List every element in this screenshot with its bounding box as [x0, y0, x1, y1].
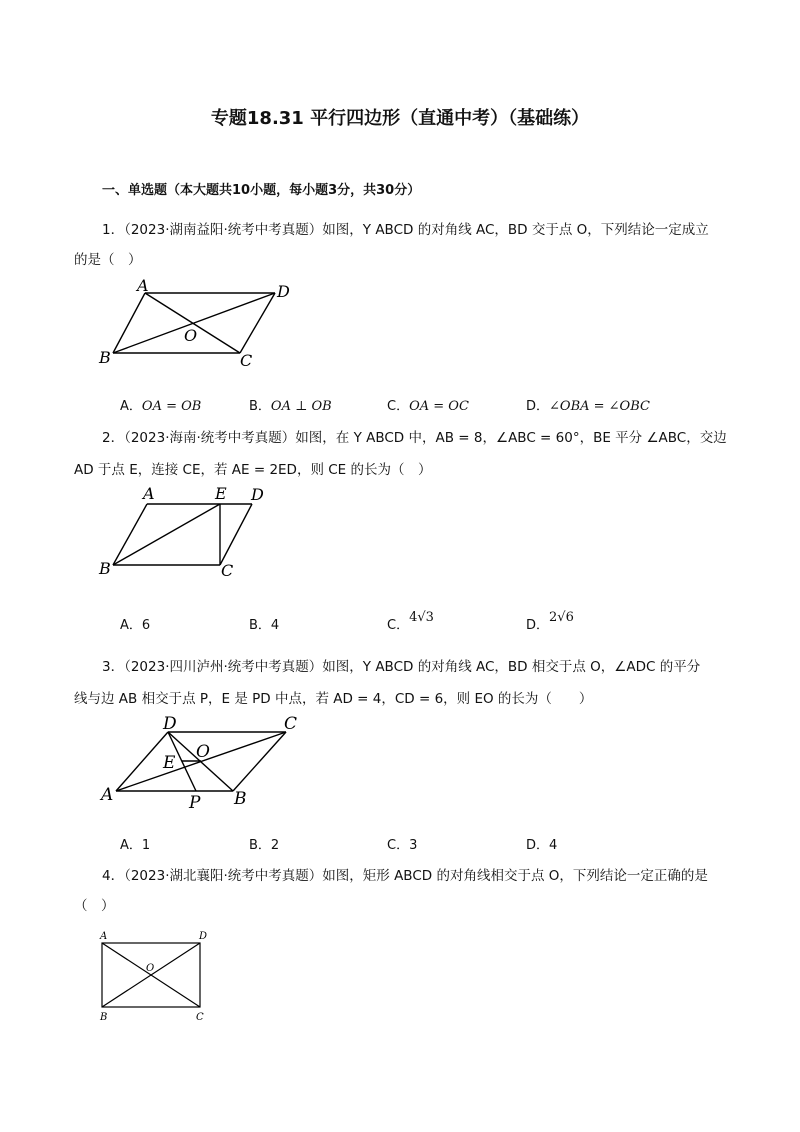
question-4-line-2: （ ）	[74, 898, 115, 914]
q4-label-O: O	[146, 963, 155, 974]
question-1-line-2: 的是（ ）	[74, 252, 142, 268]
question-2-option-d[interactable]: D．2√6	[526, 610, 574, 633]
q2-label-C: C	[221, 561, 234, 580]
section-heading: 一、单选题（本大题共10小题，每小题3分，共30分）	[102, 183, 421, 198]
question-2-option-b[interactable]: B．4	[249, 618, 280, 633]
q1-label-C: C	[240, 351, 253, 370]
question-2-option-a[interactable]: A．6	[120, 618, 151, 633]
question-3-option-d[interactable]: D．4	[526, 838, 558, 853]
question-3-option-b[interactable]: B．2	[249, 838, 280, 853]
q1-label-D: D	[277, 282, 290, 301]
q2-label-E: E	[215, 484, 227, 503]
q3-label-O: O	[196, 742, 210, 762]
question-1-line-1: （2023·湖南益阳·统考中考真题）如图，Y ABCD 的对角线 AC，BD 交于点 O，下列结论一定成立	[124, 222, 709, 238]
q3-label-E: E	[163, 753, 176, 773]
q3-label-D: D	[163, 714, 177, 734]
q3-label-B: B	[234, 789, 247, 809]
question-2-line-2: AD 于点 E，连接 CE，若 AE = 2ED，则 CE 的长为（ ）	[74, 462, 432, 478]
page-title: 专题18.31 平行四边形（直通中考）（基础练）	[210, 108, 590, 129]
q1-label-O: O	[184, 326, 198, 345]
question-4-number: 4．	[102, 868, 125, 884]
question-1-option-b[interactable]: B．OA ⊥ OB	[249, 399, 332, 414]
question-1-number: 1．	[102, 222, 125, 238]
q4-label-B: B	[100, 1012, 108, 1023]
q2-label-D: D	[251, 485, 264, 504]
q2-label-A: A	[143, 484, 155, 503]
question-1-option-d[interactable]: D．∠OBA = ∠OBC	[526, 399, 650, 414]
q4-label-D: D	[199, 931, 208, 942]
q1-label-A: A	[137, 276, 149, 295]
question-3-line-1: （2023·四川泸州·统考中考真题）如图，Y ABCD 的对角线 AC，BD 相交于点 O，∠ADC 的平分	[124, 659, 701, 675]
q3-label-A: A	[101, 785, 114, 805]
question-1-option-c[interactable]: C．OA = OC	[387, 399, 469, 414]
question-3-line-2: 线与边 AB 相交于点 P，E 是 PD 中点，若 AD = 4，CD = 6，则 EO 的长为（ ）	[74, 691, 593, 707]
question-4-line-1: （2023·湖北襄阳·统考中考真题）如图，矩形 ABCD 的对角线相交于点 O，下列结论一定正确的是	[124, 868, 708, 884]
q1-label-B: B	[99, 348, 111, 367]
q4-label-A: A	[100, 931, 108, 942]
q3-label-C: C	[284, 714, 298, 734]
q3-label-P: P	[189, 793, 201, 813]
question-1-option-a[interactable]: A．OA = OB	[120, 399, 202, 414]
question-2-option-c[interactable]: C．4√3	[387, 610, 434, 633]
question-3-number: 3．	[102, 659, 125, 675]
q4-label-C: C	[196, 1012, 204, 1023]
question-2-line-1: （2023·海南·统考中考真题）如图，在 Y ABCD 中，AB = 8，∠ABC = 60°，BE 平分 ∠ABC，交边	[124, 430, 727, 446]
q2-label-B: B	[99, 559, 111, 578]
question-3-option-a[interactable]: A．1	[120, 838, 151, 853]
question-2-number: 2．	[102, 430, 125, 446]
question-3-option-c[interactable]: C．3	[387, 838, 418, 853]
